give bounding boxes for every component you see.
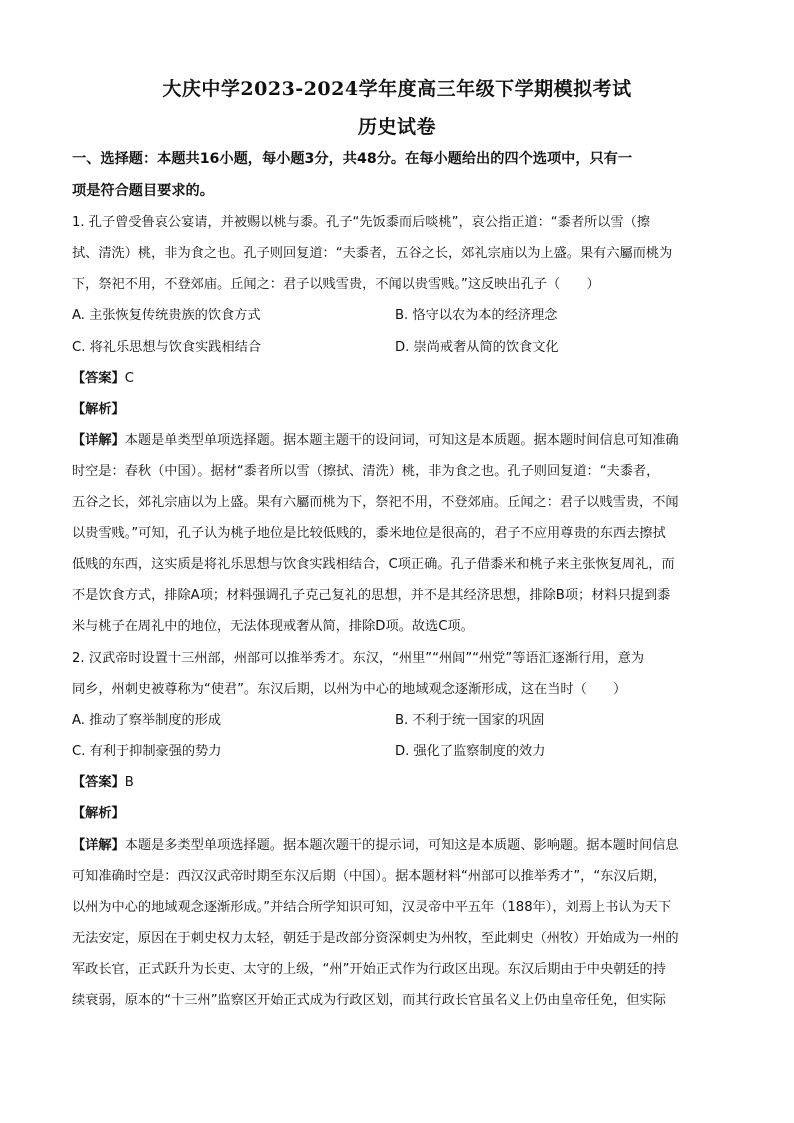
section-heading-line-1: 一、选择题：本题共16小题，每小题3分，共48分。在每小题给出的四个选项中，只有一 — [72, 151, 633, 167]
q2-detail-line-2: 可知准确时空是：西汉汉武帝时期至东汉后期（中国）。据本题材料“州部可以推举秀才”，“东汉后期， — [72, 869, 667, 884]
q1-answer-tag: 【答案】 — [72, 371, 125, 386]
q1-analysis — [72, 399, 722, 421]
q1-detail-line-6: 不是饮食方式，排除A项；材料强调孔子克己复礼的思想，并不是其经济思想，排除B项；材料只提到黍 — [72, 588, 671, 603]
exam-subtitle: 历史试卷 — [357, 116, 436, 138]
q1-answer-value: C — [124, 371, 134, 386]
q2-option-c: C. 有利于抑制豪强的势力 — [72, 744, 222, 759]
q1-stem-line-1: 1. 孔子曾受鲁哀公宴请，并被赐以桃与黍。孔子“先饭黍而后啖桃”，哀公指正道：“黍者所以雪（擦 — [72, 215, 650, 230]
q2-analysis — [72, 803, 722, 825]
exam-title: 大庆中学2023-2024学年度高三年级下学期模拟考试 — [162, 78, 632, 100]
q1-option-b: B. 恪守以农为本的经济理念 — [395, 308, 558, 323]
q2-option-a: A. 推动了察举制度的形成 — [72, 713, 222, 728]
q1-detail-line-1 — [72, 430, 722, 452]
q1-analysis-tag: 【解析】 — [72, 402, 125, 417]
q1-detail-line-2: 时空是：春秋（中国）。据材“黍者所以雪（擦拭、清洗）桃，非为食之也。孔子则回复道：“夫黍者， — [72, 464, 660, 479]
q1-detail-line-4: 以贵雪贱。”可知，孔子认为桃子地位是比较低贱的，黍米地位是很高的，君子不应用尊贵的东西去擦拭 — [72, 526, 666, 541]
q1-option-d: D. 崇尚戒奢从简的饮食文化 — [395, 340, 559, 355]
q2-answer-tag: 【答案】 — [72, 775, 125, 790]
q2-detail-line-3: 以州为中心的地域观念逐渐形成。”并结合所学知识可知，汉灵帝中平五年（188年），刘焉上书认为天下 — [72, 900, 672, 915]
q2-stem-line-1: 2. 汉武帝时设置十三州部，州部可以推举秀才。东汉，“州里”“州闾”“州党”等语汇逐渐行用，意为 — [72, 651, 645, 666]
q2-analysis-tag: 【解析】 — [72, 806, 125, 821]
q2-detail-line-1 — [72, 835, 722, 857]
q1-detail-line-5: 低贱的东西，这实质是将礼乐思想与饮食实践相结合，C项正确。孔子借黍米和桃子来主张恢复周礼，而 — [72, 557, 675, 572]
q1-stem-line-3: 下，祭祀不用，不登郊庙。丘闻之：君子以贱雪贵，不闻以贵雪贱。”这反映出孔子（ ） — [72, 277, 600, 292]
q1-option-a: A. 主张恢复传统贵族的饮食方式 — [72, 308, 261, 323]
section-heading-line-2: 项是符合题目要求的。 — [72, 183, 214, 199]
q2-stem-line-2: 同乡，州刺史被尊称为“使君”。东汉后期，以州为中心的地域观念逐渐形成，这在当时（ ） — [72, 682, 627, 697]
q1-detail-line-3: 五谷之长，郊礼宗庙以为上盛。果有六屬而桃为下，祭祀不用，不登郊庙。丘闻之：君子以贱雪贵，不闻 — [72, 495, 679, 510]
q2-detail-line-6: 续衰弱，原本的“十三州”监察区开始正式成为行政区划，而其行政长官虽名义上仍由皇帝任免，但实际 — [72, 993, 666, 1008]
q1-detail-tag: 【详解】 — [72, 433, 125, 448]
q1-detail-text-1: 本题是单类型单项选择题。据本题主题干的设问词，可知这是本质题。据本题时间信息可知准确 — [124, 433, 679, 448]
q1-detail-line-7: 米与桃子在周礼中的地位，无法体现戒奢从简，排除D项。故选C项。 — [72, 619, 474, 634]
q2-detail-line-5: 军政长官，正式跃升为长吏、太守的上级，“州”开始正式作为行政区出现。东汉后期由于中央朝廷的持 — [72, 962, 666, 977]
q2-option-b: B. 不利于统一国家的巩固 — [395, 713, 545, 728]
q1-answer — [72, 368, 722, 390]
q2-detail-line-4: 无法安定，原因在于刺史权力太轻，朝廷于是改部分资深刺史为州牧，至此刺史（州牧）开始成为一州的 — [72, 931, 679, 946]
q1-stem-line-2: 拭、清洗）桃，非为食之也。孔子则回复道：“夫黍者，五谷之长，郊礼宗庙以为上盛。果有六屬而桃为 — [72, 246, 673, 261]
q2-answer — [72, 772, 722, 794]
q2-answer-value: B — [124, 775, 134, 790]
q1-option-c: C. 将礼乐思想与饮食实践相结合 — [72, 340, 262, 355]
q2-detail-tag: 【详解】 — [72, 838, 125, 853]
q2-detail-text-1: 本题是多类型单项选择题。据本题次题干的提示词，可知这是本质题、影响题。据本题时间信息 — [124, 838, 679, 853]
q2-option-d: D. 强化了监察制度的效力 — [395, 744, 546, 759]
